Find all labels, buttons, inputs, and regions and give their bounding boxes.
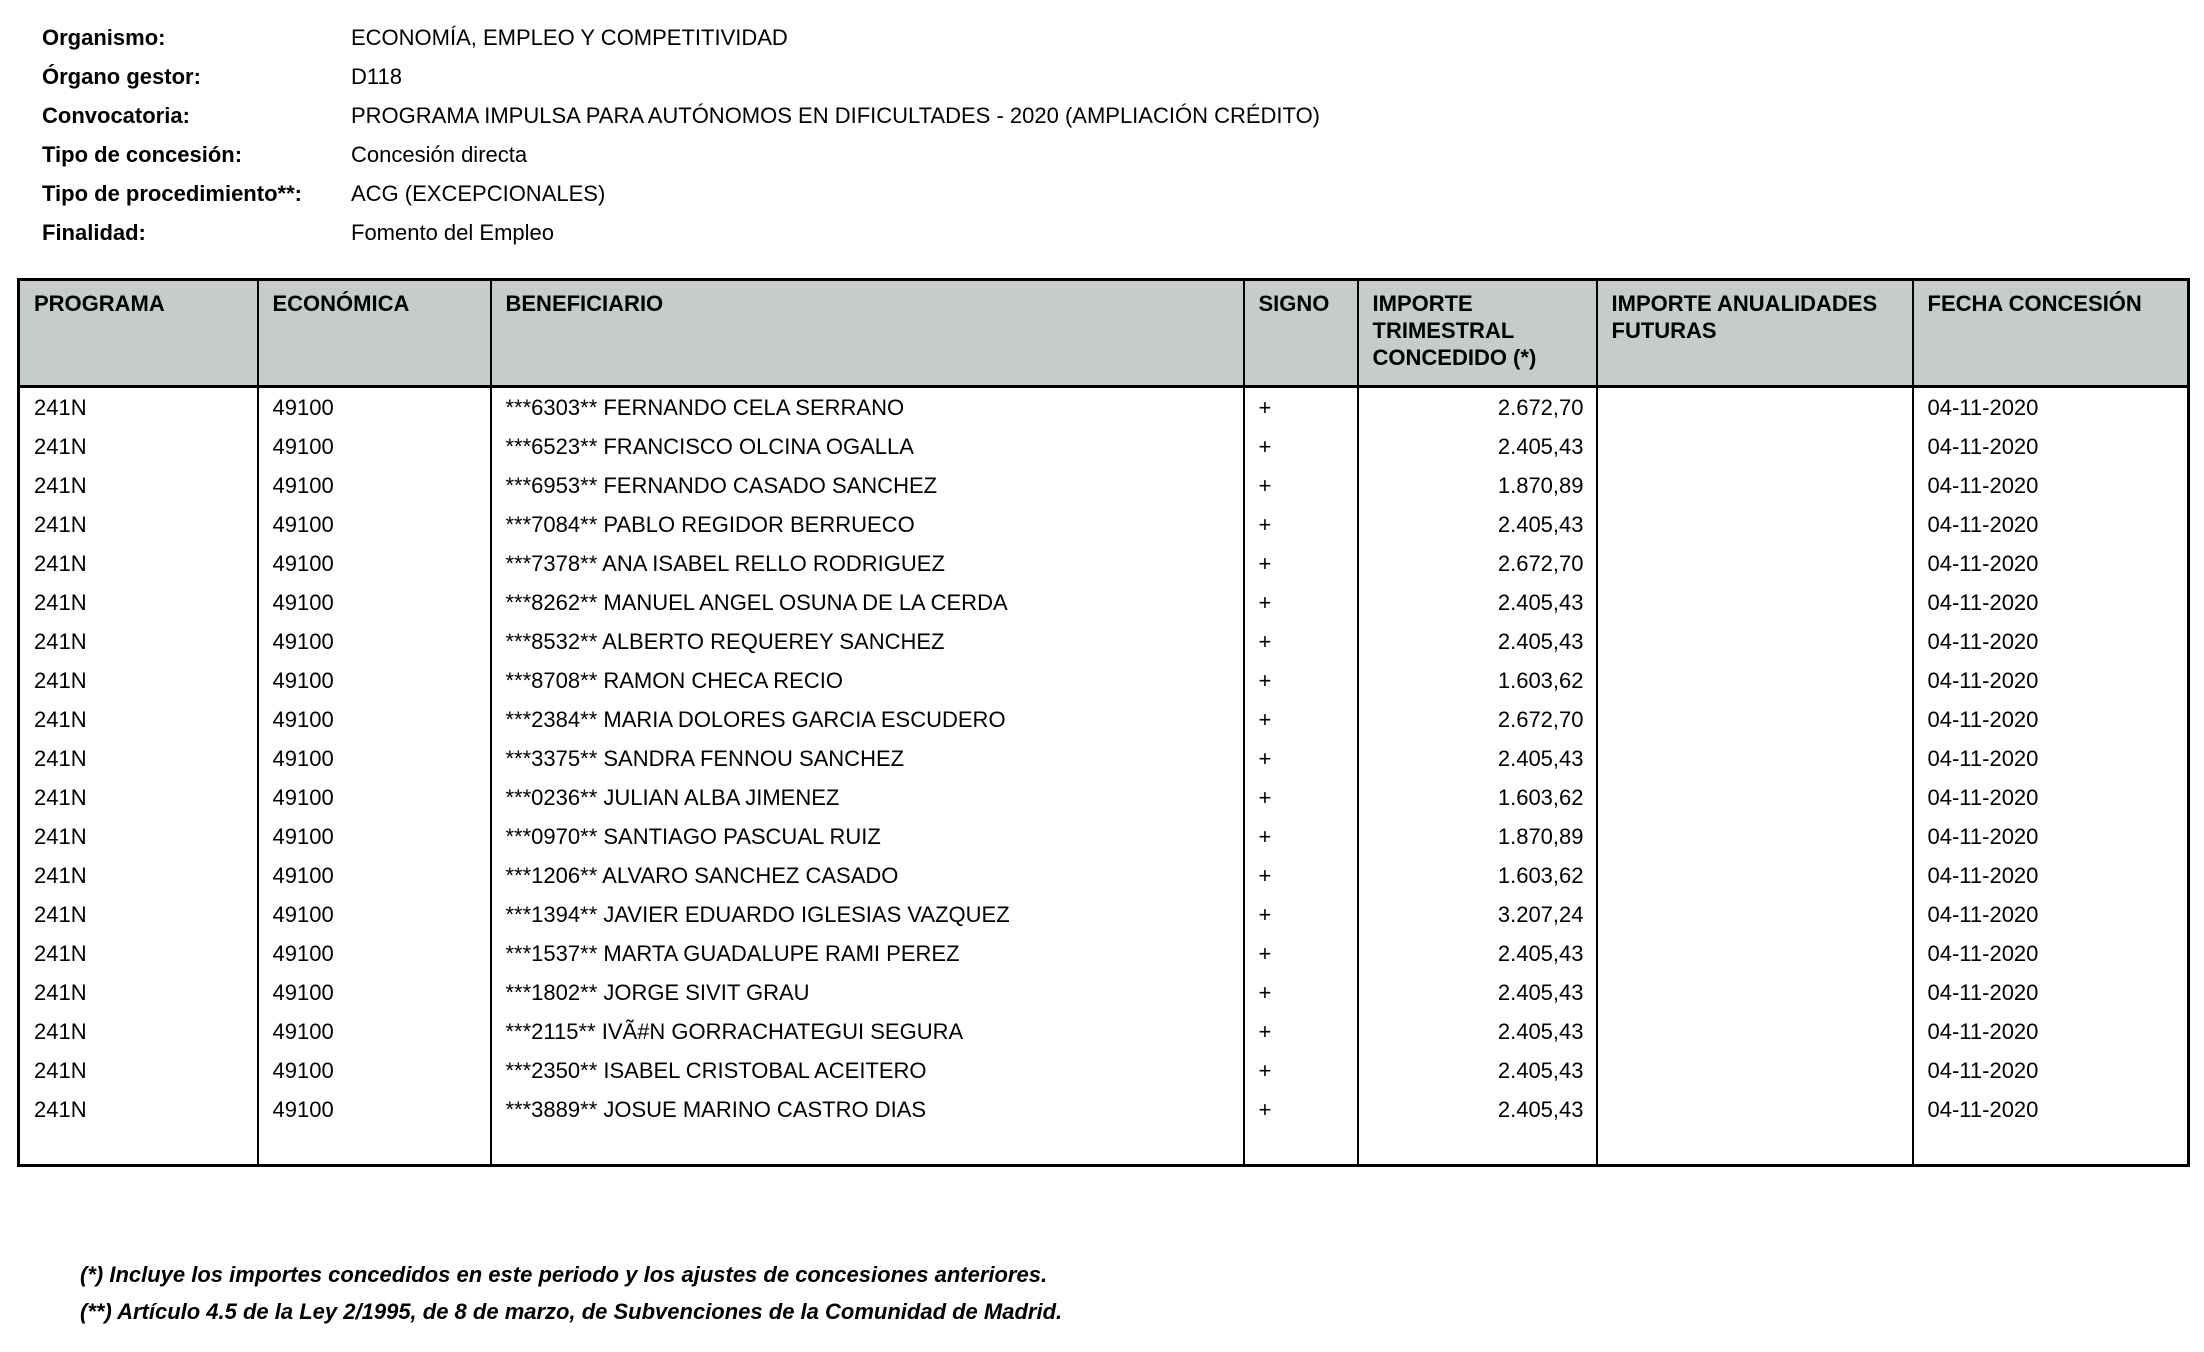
cell-programa: 241N (19, 427, 258, 466)
footnote-asterisk: (*) Incluye los importes concedidos en este periodo y los ajustes de concesiones anteriores. (80, 1262, 1048, 1287)
cell-importe-trimestral: 1.870,89 (1358, 466, 1597, 505)
table-row (19, 427, 2189, 466)
cell-programa: 241N (19, 466, 258, 505)
cell-economica: 49100 (258, 895, 491, 934)
cell-beneficiario: ***8708** RAMON CHECA RECIO (491, 661, 1244, 700)
cell-beneficiario: ***3375** SANDRA FENNOU SANCHEZ (491, 739, 1244, 778)
footnote-double-asterisk: (**) Artículo 4.5 de la Ley 2/1995, de 8 de marzo, de Subvenciones de la Comunidad de Madrid. (80, 1299, 1063, 1324)
cell-beneficiario: ***7378** ANA ISABEL RELLO RODRIGUEZ (491, 544, 1244, 583)
cell-beneficiario: ***6303** FERNANDO CELA SERRANO (491, 387, 1244, 428)
table-row (19, 973, 2189, 1012)
cell-signo: + (1244, 505, 1358, 544)
cell-signo: + (1244, 583, 1358, 622)
cell-signo: + (1244, 856, 1358, 895)
field-value: ECONOMÍA, EMPLEO Y COMPETITIVIDAD (351, 25, 788, 50)
table-body (19, 387, 2189, 1166)
cell-importe-trimestral: 1.603,62 (1358, 661, 1597, 700)
cell-signo: + (1244, 739, 1358, 778)
cell-importe-trimestral: 1.603,62 (1358, 778, 1597, 817)
cell-anualidades-futuras (1597, 856, 1913, 895)
cell-fecha: 04-11-2020 (1913, 387, 2189, 428)
cell-programa: 241N (19, 778, 258, 817)
table-row (19, 466, 2189, 505)
cell-signo: + (1244, 1012, 1358, 1051)
cell-anualidades-futuras (1597, 387, 1913, 428)
cell-importe-trimestral: 2.405,43 (1358, 505, 1597, 544)
cell-fecha: 04-11-2020 (1913, 466, 2189, 505)
cell-importe-trimestral: 1.603,62 (1358, 856, 1597, 895)
cell-beneficiario: ***1206** ALVARO SANCHEZ CASADO (491, 856, 1244, 895)
table-row (19, 505, 2189, 544)
cell-beneficiario: ***6523** FRANCISCO OLCINA OGALLA (491, 427, 1244, 466)
cell-anualidades-futuras (1597, 427, 1913, 466)
spacer-cell (258, 1129, 491, 1165)
field-value: Concesión directa (351, 142, 528, 167)
cell-beneficiario: ***2384** MARIA DOLORES GARCIA ESCUDERO (491, 700, 1244, 739)
grants-table (17, 278, 2190, 1167)
cell-importe-trimestral: 2.405,43 (1358, 1012, 1597, 1051)
cell-economica: 49100 (258, 466, 491, 505)
cell-fecha: 04-11-2020 (1913, 427, 2189, 466)
cell-economica: 49100 (258, 387, 491, 428)
cell-anualidades-futuras (1597, 505, 1913, 544)
cell-importe-trimestral: 2.672,70 (1358, 544, 1597, 583)
cell-programa: 241N (19, 622, 258, 661)
cell-anualidades-futuras (1597, 739, 1913, 778)
cell-programa: 241N (19, 1051, 258, 1090)
cell-importe-trimestral: 2.672,70 (1358, 700, 1597, 739)
cell-economica: 49100 (258, 700, 491, 739)
cell-anualidades-futuras (1597, 544, 1913, 583)
cell-beneficiario: ***2115** IVÃ#N GORRACHATEGUI SEGURA (491, 1012, 1244, 1051)
cell-signo: + (1244, 1090, 1358, 1129)
cell-signo: + (1244, 427, 1358, 466)
cell-importe-trimestral: 2.405,43 (1358, 973, 1597, 1012)
cell-signo: + (1244, 778, 1358, 817)
cell-beneficiario: ***8532** ALBERTO REQUEREY SANCHEZ (491, 622, 1244, 661)
cell-fecha: 04-11-2020 (1913, 934, 2189, 973)
cell-beneficiario: ***1394** JAVIER EDUARDO IGLESIAS VAZQUEZ (491, 895, 1244, 934)
cell-fecha: 04-11-2020 (1913, 583, 2189, 622)
cell-anualidades-futuras (1597, 583, 1913, 622)
cell-anualidades-futuras (1597, 1090, 1913, 1129)
cell-fecha: 04-11-2020 (1913, 505, 2189, 544)
cell-economica: 49100 (258, 856, 491, 895)
spacer-cell (1597, 1129, 1913, 1165)
cell-signo: + (1244, 622, 1358, 661)
table-row (19, 661, 2189, 700)
cell-beneficiario: ***0236** JULIAN ALBA JIMENEZ (491, 778, 1244, 817)
cell-beneficiario: ***7084** PABLO REGIDOR BERRUECO (491, 505, 1244, 544)
cell-economica: 49100 (258, 505, 491, 544)
field-label: Organismo: (42, 25, 166, 50)
spacer-cell (19, 1129, 258, 1165)
cell-economica: 49100 (258, 1051, 491, 1090)
field-value: D118 (351, 64, 402, 89)
cell-economica: 49100 (258, 973, 491, 1012)
cell-fecha: 04-11-2020 (1913, 544, 2189, 583)
cell-economica: 49100 (258, 778, 491, 817)
cell-programa: 241N (19, 661, 258, 700)
cell-importe-trimestral: 2.405,43 (1358, 1090, 1597, 1129)
column-header-programa: PROGRAMA (19, 280, 258, 387)
table-spacer-row (19, 1129, 2189, 1165)
cell-programa: 241N (19, 973, 258, 1012)
cell-programa: 241N (19, 505, 258, 544)
cell-programa: 241N (19, 1012, 258, 1051)
spacer-cell (1244, 1129, 1358, 1165)
field-finalidad (42, 213, 2204, 252)
cell-programa: 241N (19, 387, 258, 428)
cell-anualidades-futuras (1597, 466, 1913, 505)
table-row (19, 544, 2189, 583)
field-organo-gestor (42, 57, 2204, 96)
table-row (19, 622, 2189, 661)
cell-anualidades-futuras (1597, 778, 1913, 817)
cell-signo: + (1244, 661, 1358, 700)
cell-signo: + (1244, 817, 1358, 856)
table-row (19, 934, 2189, 973)
cell-fecha: 04-11-2020 (1913, 1090, 2189, 1129)
table-row (19, 739, 2189, 778)
cell-importe-trimestral: 2.672,70 (1358, 387, 1597, 428)
cell-programa: 241N (19, 895, 258, 934)
cell-programa: 241N (19, 934, 258, 973)
table-row (19, 856, 2189, 895)
field-convocatoria (42, 96, 2204, 135)
cell-anualidades-futuras (1597, 622, 1913, 661)
field-tipo-procedimiento (42, 174, 2204, 213)
cell-economica: 49100 (258, 934, 491, 973)
cell-economica: 49100 (258, 817, 491, 856)
cell-beneficiario: ***2350** ISABEL CRISTOBAL ACEITERO (491, 1051, 1244, 1090)
cell-anualidades-futuras (1597, 934, 1913, 973)
cell-beneficiario: ***1537** MARTA GUADALUPE RAMI PEREZ (491, 934, 1244, 973)
cell-programa: 241N (19, 739, 258, 778)
table-row (19, 700, 2189, 739)
cell-importe-trimestral: 2.405,43 (1358, 427, 1597, 466)
cell-fecha: 04-11-2020 (1913, 1051, 2189, 1090)
cell-programa: 241N (19, 700, 258, 739)
cell-beneficiario: ***6953** FERNANDO CASADO SANCHEZ (491, 466, 1244, 505)
cell-fecha: 04-11-2020 (1913, 856, 2189, 895)
table-row (19, 1051, 2189, 1090)
field-value: Fomento del Empleo (351, 220, 554, 245)
cell-importe-trimestral: 2.405,43 (1358, 583, 1597, 622)
cell-programa: 241N (19, 583, 258, 622)
field-label: Convocatoria: (42, 103, 190, 128)
cell-signo: + (1244, 544, 1358, 583)
cell-economica: 49100 (258, 661, 491, 700)
cell-fecha: 04-11-2020 (1913, 661, 2189, 700)
cell-importe-trimestral: 2.405,43 (1358, 1051, 1597, 1090)
cell-fecha: 04-11-2020 (1913, 1012, 2189, 1051)
cell-economica: 49100 (258, 427, 491, 466)
cell-economica: 49100 (258, 1012, 491, 1051)
spacer-cell (491, 1129, 1244, 1165)
cell-importe-trimestral: 1.870,89 (1358, 817, 1597, 856)
field-organismo (42, 18, 2204, 57)
cell-anualidades-futuras (1597, 1051, 1913, 1090)
cell-fecha: 04-11-2020 (1913, 700, 2189, 739)
cell-signo: + (1244, 895, 1358, 934)
cell-fecha: 04-11-2020 (1913, 973, 2189, 1012)
column-header-anualidades-futuras: IMPORTE ANUALIDADES FUTURAS (1597, 280, 1913, 387)
table-row (19, 387, 2189, 428)
cell-anualidades-futuras (1597, 895, 1913, 934)
table-row (19, 583, 2189, 622)
cell-programa: 241N (19, 817, 258, 856)
field-label: Tipo de procedimiento**: (42, 181, 302, 206)
cell-beneficiario: ***0970** SANTIAGO PASCUAL RUIZ (491, 817, 1244, 856)
table-row (19, 778, 2189, 817)
cell-programa: 241N (19, 1090, 258, 1129)
column-header-economica: ECONÓMICA (258, 280, 491, 387)
cell-fecha: 04-11-2020 (1913, 895, 2189, 934)
table-row (19, 817, 2189, 856)
cell-fecha: 04-11-2020 (1913, 817, 2189, 856)
cell-anualidades-futuras (1597, 1012, 1913, 1051)
cell-importe-trimestral: 2.405,43 (1358, 739, 1597, 778)
cell-fecha: 04-11-2020 (1913, 739, 2189, 778)
table-header-row (19, 280, 2189, 387)
table-row (19, 895, 2189, 934)
cell-economica: 49100 (258, 739, 491, 778)
column-header-beneficiario: BENEFICIARIO (491, 280, 1244, 387)
spacer-cell (1358, 1129, 1597, 1165)
cell-importe-trimestral: 2.405,43 (1358, 622, 1597, 661)
footnotes (80, 1256, 1062, 1330)
cell-signo: + (1244, 1051, 1358, 1090)
cell-fecha: 04-11-2020 (1913, 622, 2189, 661)
table-row (19, 1012, 2189, 1051)
field-label: Órgano gestor: (42, 64, 201, 89)
cell-economica: 49100 (258, 622, 491, 661)
cell-beneficiario: ***8262** MANUEL ANGEL OSUNA DE LA CERDA (491, 583, 1244, 622)
table-row (19, 1090, 2189, 1129)
cell-signo: + (1244, 934, 1358, 973)
cell-anualidades-futuras (1597, 817, 1913, 856)
cell-importe-trimestral: 3.207,24 (1358, 895, 1597, 934)
cell-signo: + (1244, 973, 1358, 1012)
cell-economica: 49100 (258, 583, 491, 622)
field-value: ACG (EXCEPCIONALES) (351, 181, 606, 206)
column-header-importe-trimestral: IMPORTE TRIMESTRAL CONCEDIDO (*) (1358, 280, 1597, 387)
column-header-signo: SIGNO (1244, 280, 1358, 387)
cell-signo: + (1244, 387, 1358, 428)
field-label: Tipo de concesión: (42, 142, 243, 167)
cell-signo: + (1244, 466, 1358, 505)
spacer-cell (1913, 1129, 2189, 1165)
cell-signo: + (1244, 700, 1358, 739)
cell-programa: 241N (19, 544, 258, 583)
cell-anualidades-futuras (1597, 700, 1913, 739)
column-header-fecha-concesion: FECHA CONCESIÓN (1913, 280, 2189, 387)
cell-anualidades-futuras (1597, 973, 1913, 1012)
cell-importe-trimestral: 2.405,43 (1358, 934, 1597, 973)
cell-economica: 49100 (258, 1090, 491, 1129)
cell-anualidades-futuras (1597, 661, 1913, 700)
cell-programa: 241N (19, 856, 258, 895)
cell-fecha: 04-11-2020 (1913, 778, 2189, 817)
field-value: PROGRAMA IMPULSA PARA AUTÓNOMOS EN DIFICULTADES - 2020 (AMPLIACIÓN CRÉDITO) (351, 103, 1321, 128)
field-label: Finalidad: (42, 220, 146, 245)
cell-economica: 49100 (258, 544, 491, 583)
cell-beneficiario: ***3889** JOSUE MARINO CASTRO DIAS (491, 1090, 1244, 1129)
cell-beneficiario: ***1802** JORGE SIVIT GRAU (491, 973, 1244, 1012)
document-header (0, 0, 2204, 252)
table-header (19, 280, 2189, 387)
field-tipo-concesion (42, 135, 2204, 174)
